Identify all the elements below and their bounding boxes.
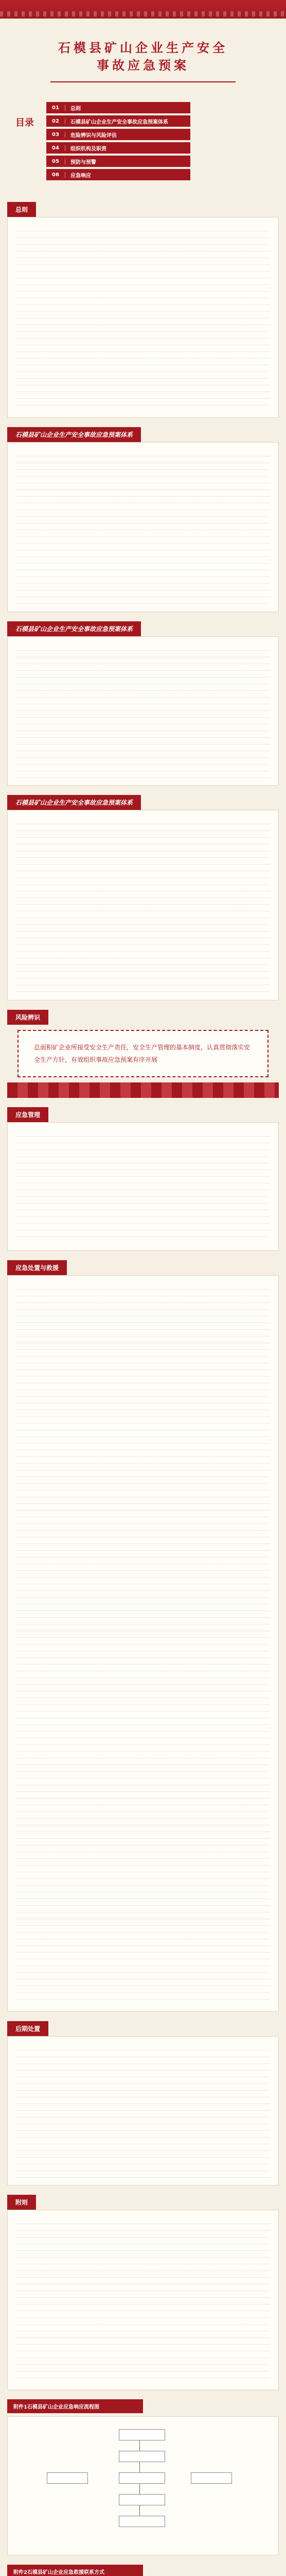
section-body xyxy=(7,1122,279,1251)
text-lines-placeholder xyxy=(16,450,270,604)
section-head: 应急处置与救援 xyxy=(7,1260,67,1275)
top-decor-band xyxy=(0,0,286,19)
toc-list xyxy=(46,100,271,182)
toc-label: 目录 xyxy=(15,117,34,128)
appendix-title: 附件2石模县矿山企业应急救援联系方式 xyxy=(7,2565,143,2576)
section-risk xyxy=(7,1010,279,1098)
appendix-title: 附件1石模县矿山企业应急响应流程图 xyxy=(7,2399,143,2413)
flow-connector xyxy=(139,2441,140,2451)
toc-item-1[interactable]: 01 总则 xyxy=(46,102,190,113)
flow-node xyxy=(119,2516,165,2527)
section-body xyxy=(7,636,279,786)
section-head: 石模县矿山企业生产安全事故应急预案体系 xyxy=(7,427,141,442)
text-lines-placeholder xyxy=(16,1283,270,2004)
appendix-contacts xyxy=(7,2565,279,2576)
flowchart-card xyxy=(7,2416,279,2555)
section-body xyxy=(7,810,279,1001)
section-head: 石模县矿山企业生产安全事故应急预案体系 xyxy=(7,621,141,636)
section-head: 总则 xyxy=(7,202,36,217)
appendix-flowchart xyxy=(7,2399,279,2555)
section-body xyxy=(7,2210,279,2390)
section-head: 风险辨识 xyxy=(7,1010,48,1025)
flow-connector xyxy=(139,2505,140,2516)
section-response xyxy=(7,1260,279,2012)
section-rules xyxy=(7,2195,279,2390)
flowchart xyxy=(16,2429,270,2543)
text-lines-placeholder xyxy=(16,2044,270,2178)
flow-node xyxy=(119,2429,165,2441)
section-general xyxy=(7,202,279,418)
text-lines-placeholder xyxy=(16,1130,270,1243)
quote-box: 总面积矿企业所接受安全生产责任，安全生产管理的基本制度，认真贯彻落实安全生产方针，有效组织事故应急预案有序开展 xyxy=(17,1030,269,1077)
toc-item-6[interactable]: 06 应急响应 xyxy=(46,169,190,180)
flow-connector xyxy=(139,2462,140,2472)
title-block xyxy=(0,19,286,95)
title-divider xyxy=(50,81,236,82)
table-of-contents xyxy=(0,95,286,193)
flow-node xyxy=(119,2451,165,2462)
text-lines-placeholder xyxy=(16,644,270,778)
section-management xyxy=(7,1107,279,1251)
section-plan-system-2 xyxy=(7,621,279,786)
toc-item-2[interactable]: 02 石模县矿山企业生产安全事故应急预案体系 xyxy=(46,115,190,127)
flow-node xyxy=(119,2494,165,2505)
text-lines-placeholder xyxy=(16,818,270,993)
section-body xyxy=(7,1275,279,2012)
text-lines-placeholder xyxy=(16,225,270,410)
decor-band xyxy=(7,1082,279,1098)
main-title-line2: 事故应急预案 xyxy=(97,58,189,73)
section-head: 石模县矿山企业生产安全事故应急预案体系 xyxy=(7,795,141,810)
toc-item-5[interactable]: 05 预防与预警 xyxy=(46,156,190,167)
section-body xyxy=(7,2036,279,2185)
section-head: 应急管理 xyxy=(7,1107,48,1122)
section-plan-system-1 xyxy=(7,427,279,612)
section-aftermath xyxy=(7,2021,279,2185)
flow-connector xyxy=(139,2484,140,2494)
section-plan-system-3 xyxy=(7,795,279,1001)
section-head: 后期处置 xyxy=(7,2021,48,2036)
flow-node xyxy=(191,2472,232,2484)
flow-node xyxy=(47,2472,88,2484)
toc-item-4[interactable]: 04 组织机构及职责 xyxy=(46,142,190,154)
section-head: 附则 xyxy=(7,2195,36,2210)
flow-node xyxy=(119,2472,165,2484)
main-title-line1: 石模县矿山企业生产安全 xyxy=(58,40,228,55)
toc-item-3[interactable]: 03 危险辨识与风险评估 xyxy=(46,129,190,140)
text-lines-placeholder xyxy=(16,2217,270,2382)
section-body xyxy=(7,442,279,612)
section-body xyxy=(7,217,279,418)
